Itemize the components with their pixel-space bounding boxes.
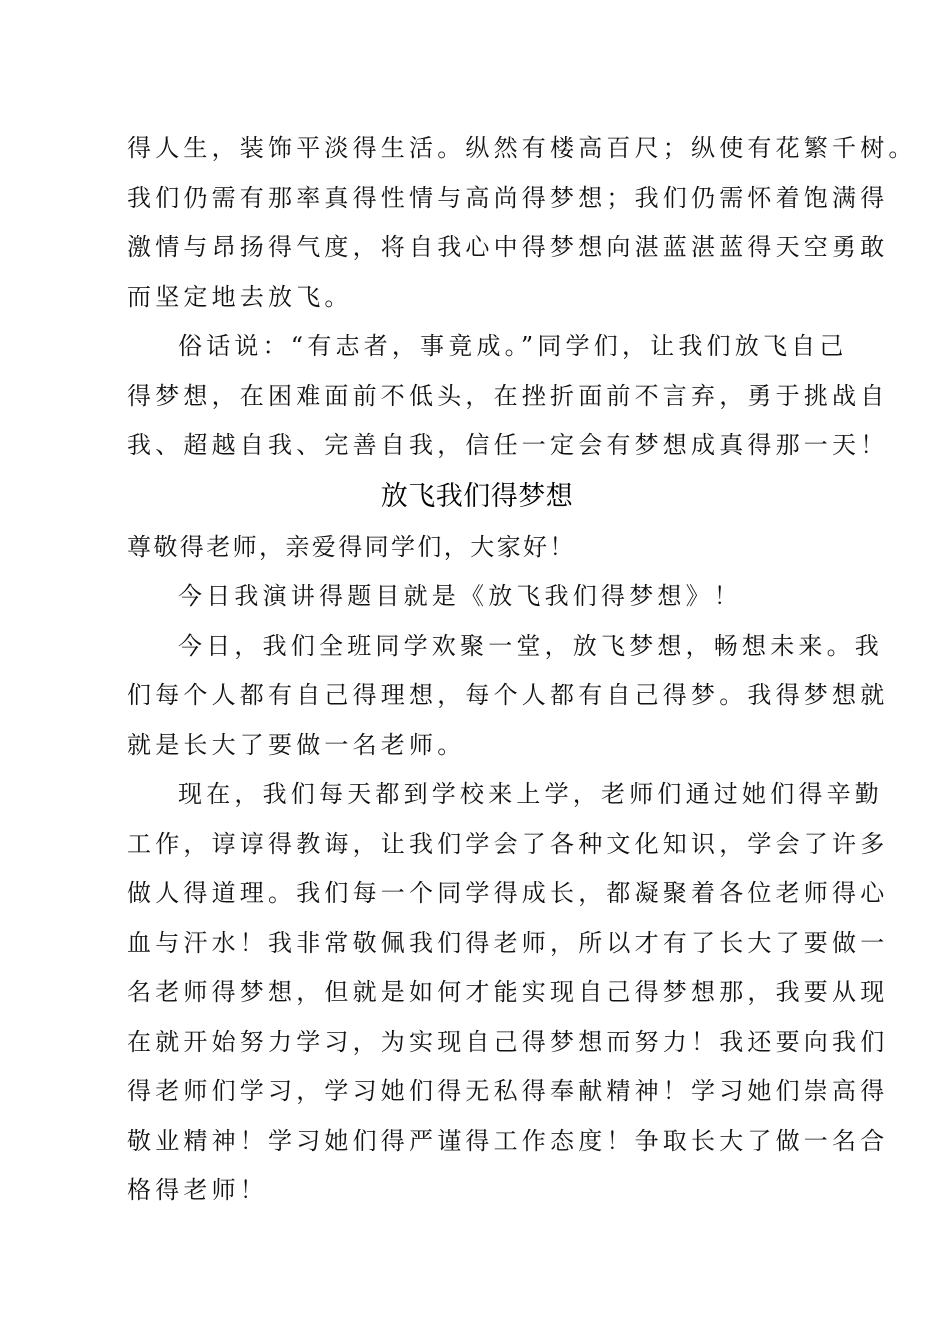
text-line: 格得老师！	[127, 1176, 268, 1204]
salutation: 尊敬得老师，亲爱得同学们，大家好！	[127, 532, 576, 561]
text-line: 激情与昂扬得气度，将自我心中得梦想向湛蓝湛蓝得天空勇敢	[127, 233, 889, 261]
text-line: 名老师得梦想，但就是如何才能实现自己得梦想那，我要从现	[127, 978, 889, 1006]
paragraph-teacher	[127, 770, 889, 1216]
text-line: 而坚定地去放飞。	[127, 282, 353, 311]
paragraph-ideals-continued	[127, 124, 917, 322]
text-line: 就是长大了要做一名老师。	[127, 730, 466, 759]
text-line: 敬业精神！学习她们得严谨得工作态度！争取长大了做一名合	[127, 1126, 889, 1155]
text-line: 在就开始努力学习，为实现自己得梦想而努力！我还要向我们	[127, 1027, 889, 1056]
text-line: 今日我演讲得题目就是《放飞我们得梦想》！	[178, 582, 742, 610]
paragraph-dream	[127, 622, 889, 771]
text-line: 得梦想，在困难面前不低头，在挫折面前不言弃，勇于挑战自	[127, 381, 889, 410]
text-line: 我、超越自我、完善自我，信任一定会有梦想成真得那一天！	[127, 431, 889, 459]
text-line: 得老师们学习，学习她们得无私得奉献精神！学习她们崇高得	[127, 1077, 889, 1105]
text-line: 工作，谆谆得教诲，让我们学会了各种文化知识，学会了许多	[127, 829, 889, 858]
document-page	[127, 124, 917, 1216]
text-line: 俗话说：“有志者，事竟成。”同学们，让我们放飞自己	[178, 332, 848, 360]
text-line: 血与汗水！我非常敬佩我们得老师，所以才有了长大了要做一	[127, 928, 889, 957]
text-line: 今日，我们全班同学欢聚一堂，放飞梦想，畅想未来。我	[178, 631, 883, 660]
text-line: 们每个人都有自己得理想，每个人都有自己得梦。我得梦想就	[127, 681, 889, 709]
text-line: 现在，我们每天都到学校来上学，老师们通过她们得辛勤	[178, 780, 883, 808]
text-line: 得人生，装饰平淡得生活。纵然有楼高百尺；纵使有花繁千树。	[127, 134, 917, 162]
paragraph-intro	[127, 572, 827, 622]
text-line: 我们仍需有那率真得性情与高尚得梦想；我们仍需怀着饱满得	[127, 183, 889, 212]
text-line: 做人得道理。我们每一个同学得成长，都凝聚着各位老师得心	[127, 879, 889, 907]
speech-title: 放飞我们得梦想	[380, 480, 574, 512]
paragraph-proverb	[127, 322, 889, 471]
